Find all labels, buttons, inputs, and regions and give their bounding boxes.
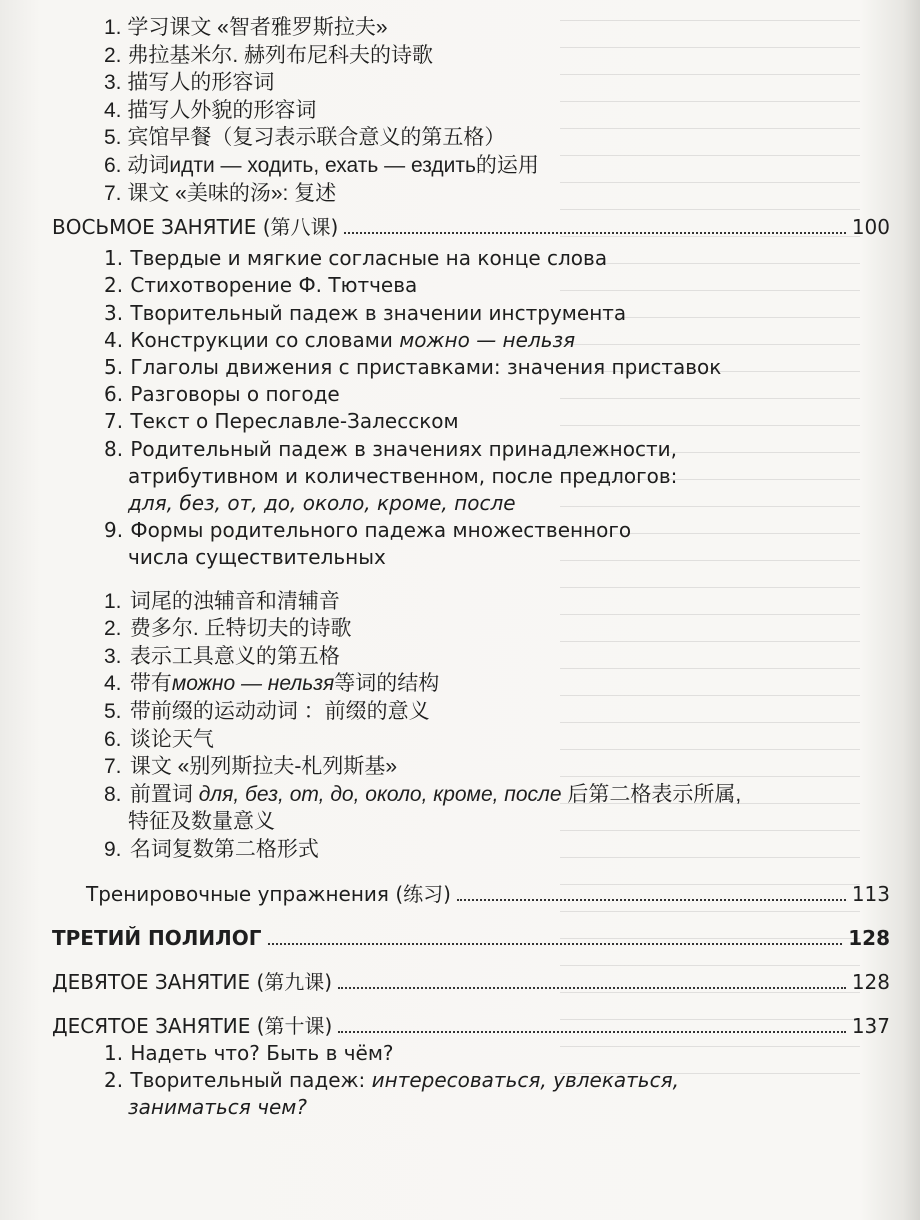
lesson10-heading: [52, 1012, 890, 1040]
list-item: 2. Творительный падеж: интересоваться, увлекаться,: [104, 1067, 679, 1092]
list-item: 2. 弗拉基米尔. 赫列布尼科夫的诗歌: [104, 43, 434, 67]
chinese-list-1: [104, 14, 894, 207]
list-item: 6. 谈论天气: [104, 727, 214, 751]
lesson8-list: [104, 245, 894, 571]
list-item: 6. Разговоры о погоде: [104, 382, 340, 407]
list-item: 5. 带前缀的运动动词 ：前缀的意义: [104, 699, 430, 723]
leader-dots: [338, 1030, 846, 1033]
list-item: 9. Формы родительного падежа множественного: [104, 518, 632, 543]
page-edge: [902, 0, 920, 1220]
lesson8-page: 100: [851, 215, 890, 240]
exercises-entry: [86, 880, 890, 908]
leader-dots: [268, 942, 843, 945]
list-item-continuation: атрибутивном и количественном, после предлогов:: [128, 463, 678, 488]
list-item: 1. 学习课文 «智者雅罗斯拉夫»: [104, 16, 388, 39]
lesson10-title: ДЕСЯТОЕ ЗАНЯТИЕ (第十课): [52, 1013, 333, 1038]
list-item-continuation: для, без, от, до, около, кроме, после: [128, 490, 516, 515]
list-item: 4. Конструкции со словами можно — нельзя: [104, 327, 576, 352]
list-item-continuation: 特征及数量意义: [128, 810, 275, 834]
list-item: 6. 动词идти — ходить, ехать — ездить的运用: [104, 153, 539, 177]
exercises-page: 113: [851, 881, 890, 906]
polilog3-heading: [52, 924, 890, 952]
lesson10-page: 137: [851, 1013, 890, 1038]
leader-dots: [457, 898, 846, 901]
list-item-continuation: заниматься чем?: [128, 1094, 307, 1119]
list-item: 9. 名词复数第二格形式: [104, 837, 319, 861]
list-item: 1. 词尾的浊辅音和清辅音: [104, 589, 340, 613]
lesson9-heading: [52, 968, 890, 996]
list-item: 2. 费多尔. 丘特切夫的诗歌: [104, 617, 352, 641]
list-item: 3. Творительный падеж в значении инструмента: [104, 300, 627, 325]
list-item: 8. 前置词 для, без, от, до, около, кроме, после 后第二格表示所属,: [104, 782, 742, 806]
chinese-list-2: [104, 588, 894, 864]
list-item: 3. 描写人的形容词: [104, 71, 275, 95]
lesson10-list: [104, 1040, 894, 1122]
polilog3-title: ТРЕТИЙ ПОЛИЛОГ: [52, 925, 262, 950]
list-item: 4. 描写人外貌的形容词: [104, 98, 317, 122]
leader-dots: [338, 986, 846, 989]
list-item-continuation: числа существительных: [128, 545, 386, 570]
list-item: 5. Глаголы движения с приставками: значения приставок: [104, 354, 722, 379]
lesson8-title: ВОСЬМОЕ ЗАНЯТИЕ (第八课): [52, 215, 339, 240]
list-item: 8. Родительный падеж в значениях принадлежности,: [104, 436, 677, 461]
polilog3-page: 128: [848, 925, 890, 950]
list-item: 5. 宾馆早餐（复习表示联合意义的第五格）: [104, 126, 506, 150]
list-item: 7. Текст о Переславле-Залесском: [104, 409, 459, 434]
lesson9-page: 128: [851, 969, 890, 994]
lesson8-heading: [52, 213, 890, 241]
list-item: 1. Твердые и мягкие согласные на конце слова: [104, 246, 608, 271]
list-item: 7. 课文 «美味的汤»: 复述: [104, 181, 337, 205]
exercises-title: Тренировочные упражнения (练习): [86, 881, 451, 906]
lesson9-title: ДЕВЯТОЕ ЗАНЯТИЕ (第九课): [52, 969, 333, 994]
list-item: 1. Надеть что? Быть в чём?: [104, 1040, 394, 1065]
list-item: 3. 表示工具意义的第五格: [104, 644, 340, 668]
table-of-contents: [52, 14, 894, 1121]
list-item: 4. 带有можно — нельзя等词的结构: [104, 672, 440, 696]
list-item: 7. 课文 «别列斯拉夫-札列斯基»: [104, 755, 398, 779]
leader-dots: [344, 231, 845, 234]
list-item: 2. Стихотворение Ф. Тютчева: [104, 273, 418, 298]
